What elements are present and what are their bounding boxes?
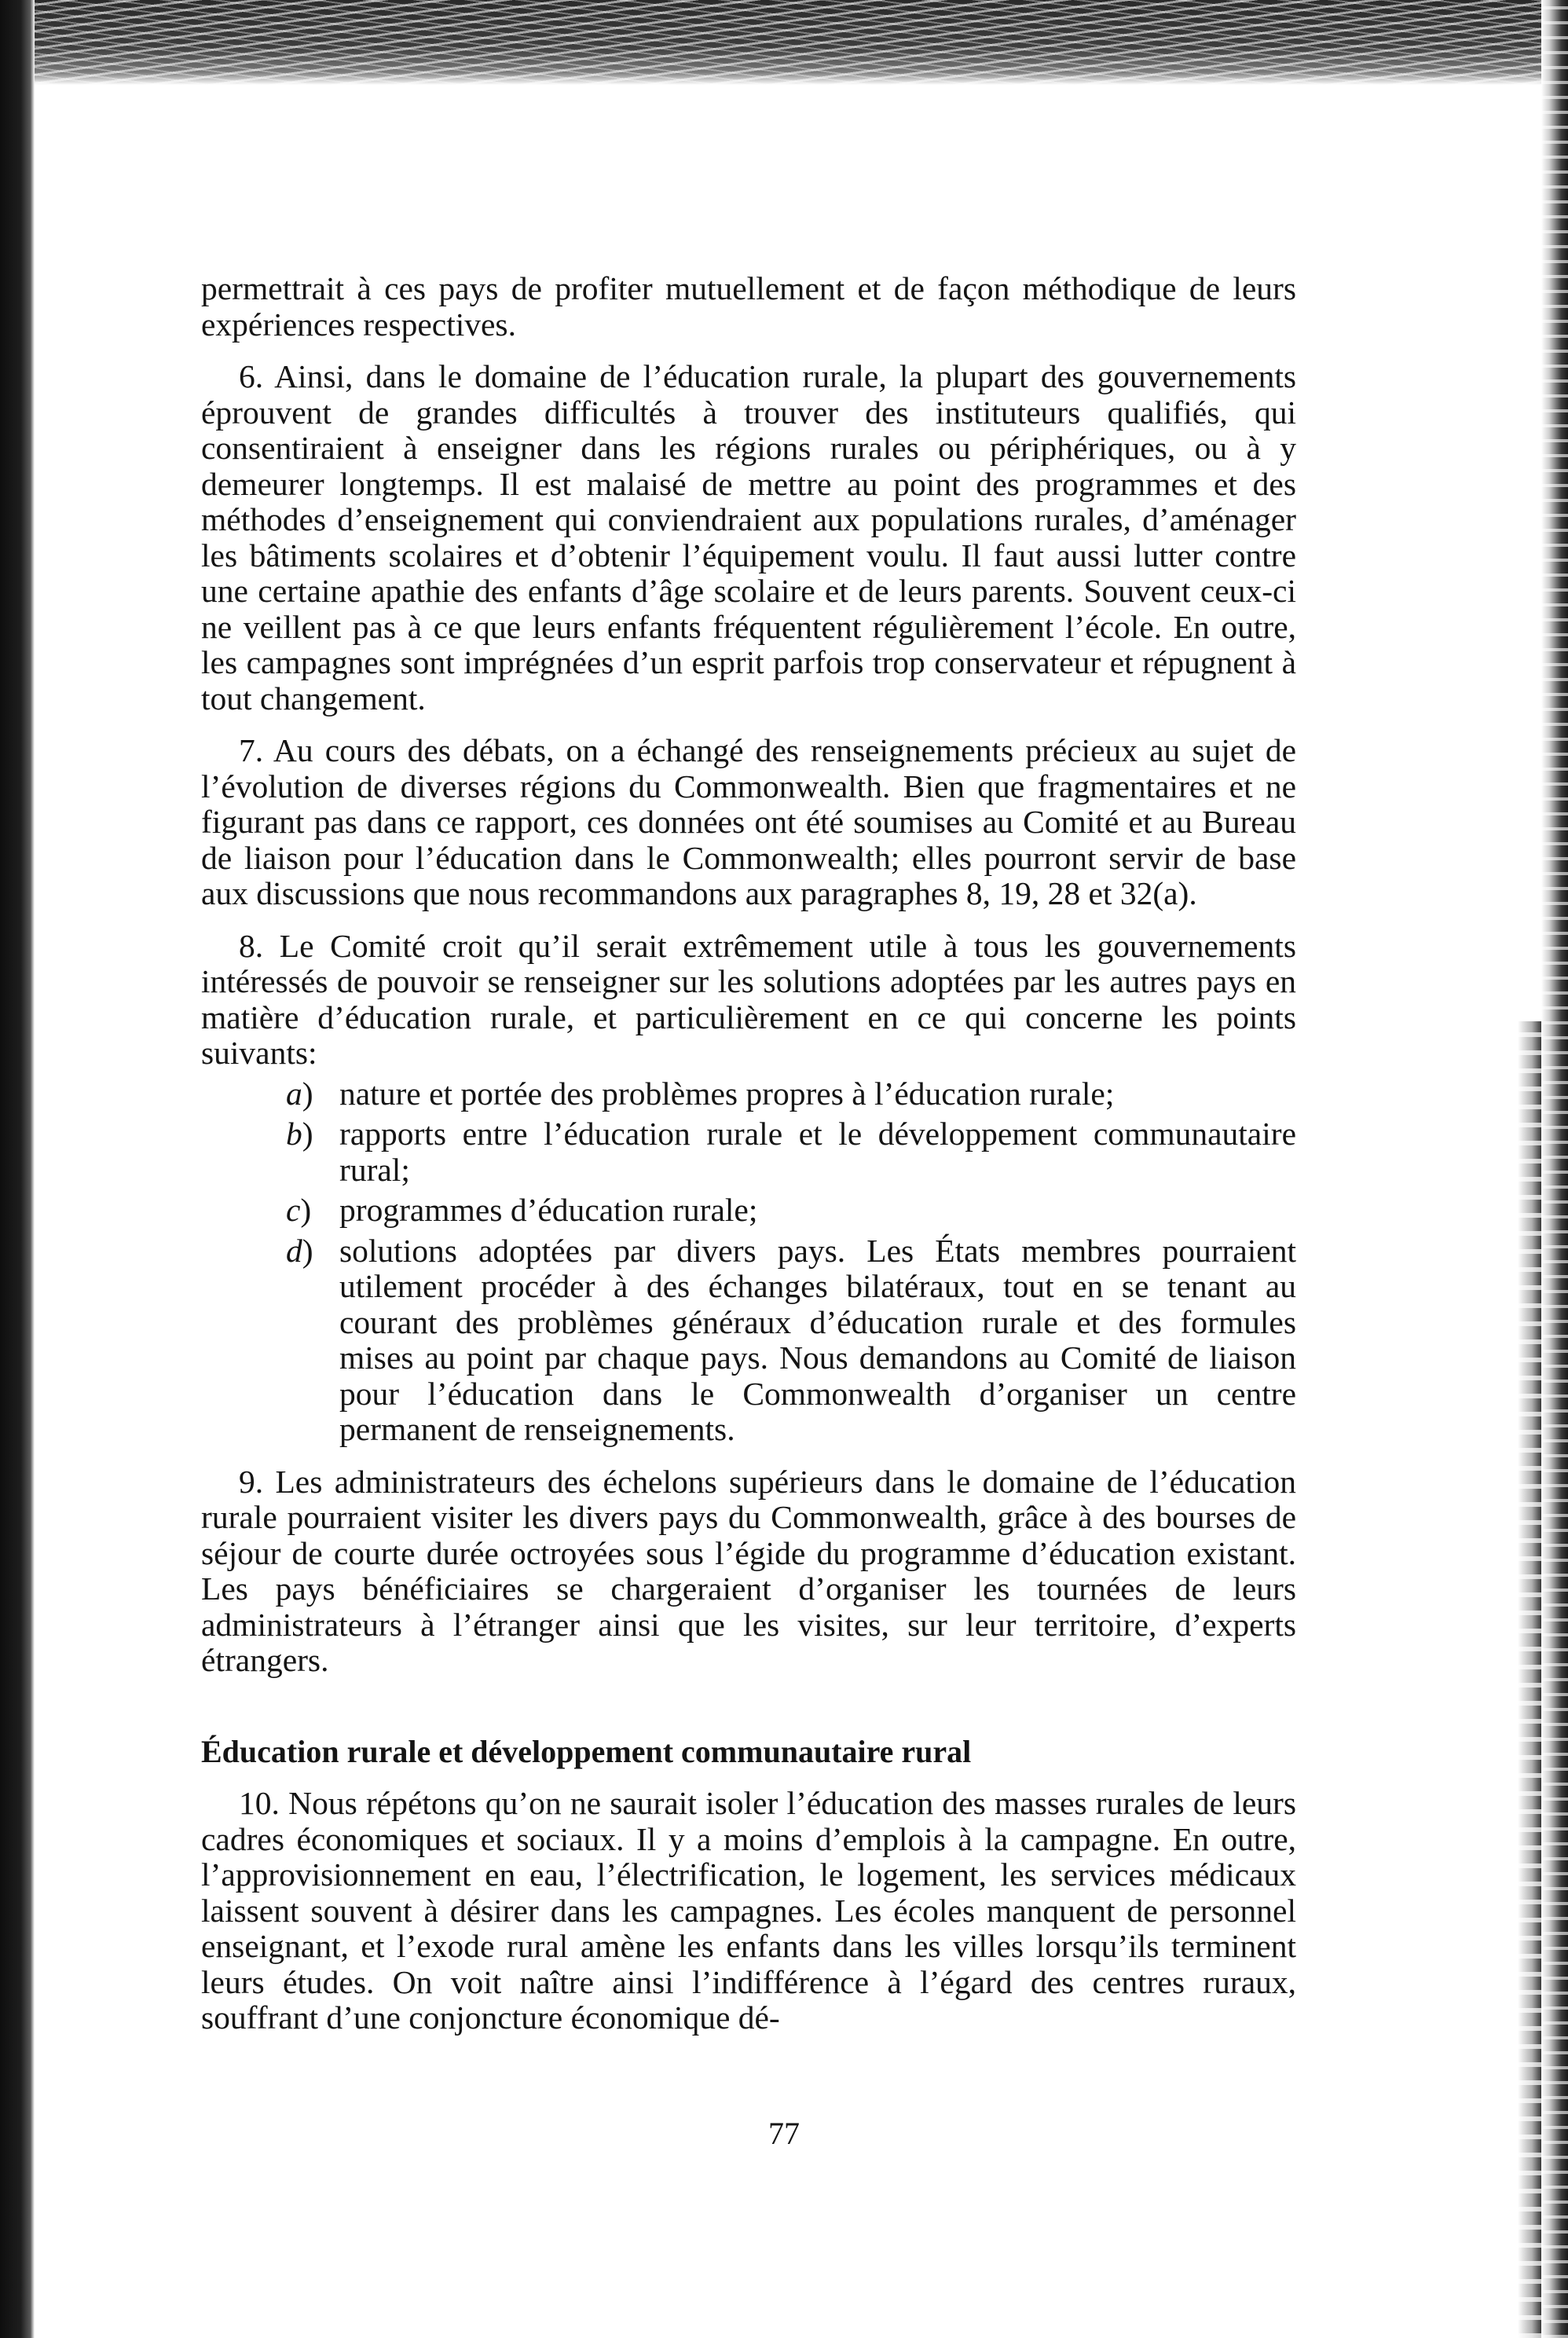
points-list [201, 1076, 1296, 1448]
paragraph-7: 7. Au cours des débats, on a échangé des renseignements précieux au sujet de l’évolution de diverses régions du Commonwealth. Bien que fragmentaires et ne figurant pas dans ce rapport, ces données ont été soumises au Comité et au Bureau de liaison pour l’éducation dans le Commonwealth; elles pourront servir de base aux discussions que nous recommandons aux paragraphes 8, 19, 28 et 32(a). [201, 732, 1296, 911]
list-item-b [201, 1116, 1296, 1188]
paragraph-8: 8. Le Comité croit qu’il serait extrêmement utile à tous les gouvernements intéressés de pouvoir se renseigner sur les solutions adoptées par les autres pays en matière d’éducation rurale, et particulièrement en ce qui concerne les points suivants: [201, 927, 1296, 1071]
page-body [201, 271, 1296, 2036]
paragraph-6: 6. Ainsi, dans le domaine de l’éducation rurale, la plupart des gouvernements éprouvent de grandes difficultés à trouver des instituteurs qualifiés, qui consentiraient à enseigner dans les régions rurales ou périphériques, ou à y demeurer longtemps. Il est malaisé de mettre au point des programmes et des méthodes d’enseignement qui conviendraient aux populations rurales, d’aménager les bâtiments scolaires et d’obtenir l’équipement voulu. Il faut aussi lutter contre une certaine apathie des enfants d’âge scolaire et de leurs parents. Souvent ceux-ci ne veillent pas à ce que leurs enfants fréquentent régulièrement l’école. En outre, les campagnes sont imprégnées d’un esprit parfois trop conservateur et répugnent à tout changement. [201, 358, 1296, 716]
paragraph-9: 9. Les administrateurs des échelons supérieurs dans le domaine de l’éducation rurale pourraient visiter les divers pays du Commonwealth, grâce à des bourses de séjour de courte durée octroyées sous l’égide du programme d’éducation existant. Les pays bénéficiaires se chargeraient d’organiser les tournées de leurs administrateurs à l’étranger ainsi que les visites, sur leur territoire, d’experts étrangers. [201, 1463, 1296, 1678]
list-item-text: rapports entre l’éducation rurale et le développement communautaire rural; [339, 1116, 1296, 1188]
section-heading: Éducation rurale et développement communautaire rural [201, 1733, 972, 1769]
paragraph-10: 10. Nous répétons qu’on ne saurait isoler l’éducation des masses rurales de leurs cadres économiques et sociaux. Il y a moins d’emplois à la campagne. En outre, l’approvisionnement en eau, l’électrification, le logement, les services médicaux laissent souvent à désirer dans les campagnes. Les écoles manquent de personnel enseignant, et l’exode rural amène les enfants dans les villes lorsqu’ils terminent leurs études. On voit naître ainsi l’indifférence à l’égard des centres ruraux, souffrant d’une conjoncture économique dé- [201, 1785, 1296, 2036]
list-label: d) [286, 1232, 313, 1269]
scan-top-border [0, 0, 1568, 85]
list-label: b) [286, 1116, 313, 1152]
scan-right-border [1541, 0, 1568, 2338]
list-item-c [201, 1193, 1296, 1229]
list-item-text: solutions adoptées par divers pays. Les États membres pourraient utilement procéder à des échanges bilatéraux, tout en se tenant au courant des problèmes généraux d’éducation rurale et des formules mises au point par chaque pays. Nous demandons au Comité de liaison pour l’éducation dans le Commonwealth d’organiser un centre permanent de renseignements. [339, 1232, 1296, 1447]
scan-left-border [0, 0, 35, 2338]
list-item-text: nature et portée des problèmes propres à l’éducation rurale; [339, 1075, 1115, 1112]
intro-paragraph: permettrait à ces pays de profiter mutuellement et de façon méthodique de leurs expériences respectives. [201, 270, 1296, 343]
list-item-d [201, 1233, 1296, 1448]
list-label: a) [286, 1075, 313, 1112]
list-item-text: programmes d’éducation rurale; [339, 1192, 758, 1228]
list-label: c) [286, 1192, 312, 1228]
page-number: 77 [768, 2116, 800, 2151]
list-item-a [201, 1076, 1296, 1112]
